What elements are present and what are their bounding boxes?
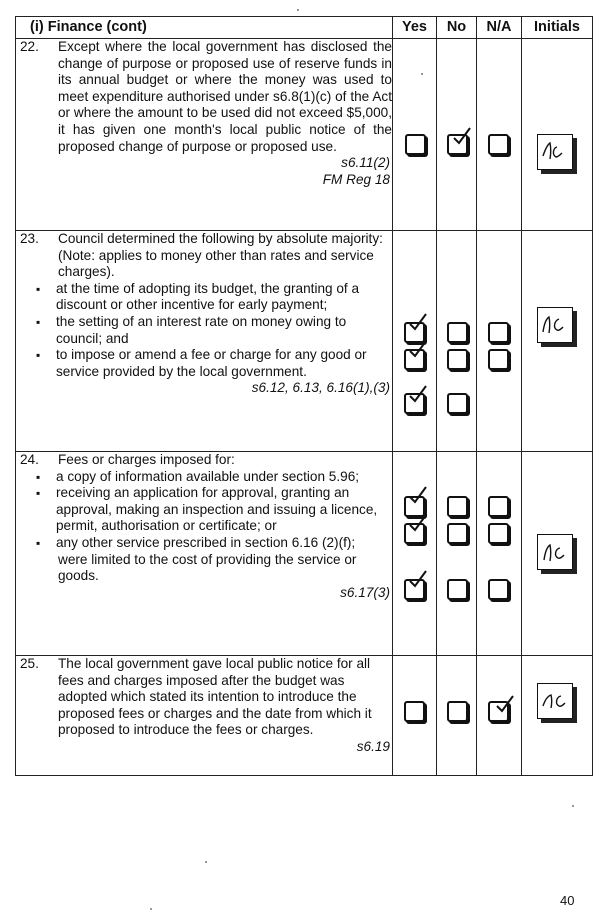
list-item: ▪ to impose or amend a fee or charge for any good or service provided by the local government. [36,347,392,380]
column-header-na: N/A [477,17,522,39]
item-24-no-cell [437,452,477,656]
list-item: ▪ the setting of an interest rate on money owing to council; and [36,314,392,347]
initials-signature [537,683,573,719]
na-checkbox[interactable] [488,523,509,544]
initials-signature-icon [538,535,572,569]
item-number: 22. [20,39,39,54]
legislation-reference: s6.19 [356,738,390,754]
yes-checkbox[interactable] [404,393,425,414]
item-number: 25. [20,656,39,671]
item-24-row [16,452,593,656]
na-checkbox[interactable] [488,134,509,155]
item-outro: were limited to the cost of providing the service or goods. [58,551,357,584]
scan-speck [205,861,207,863]
initials-signature-icon [538,135,572,169]
item-number: 23. [20,231,39,246]
initials-signature [537,534,573,570]
item-24-question [16,452,393,656]
item-23-no-cell [437,231,477,452]
yes-checkbox[interactable] [404,579,425,600]
na-checkbox[interactable] [488,496,509,517]
header-row [16,17,593,39]
item-25-question [16,656,393,776]
item-23-question [16,231,393,452]
item-text: Except where the local government has disclosed the change of purpose or proposed use of reserve funds in its annual budget or where the money was used to meet expenditure authorised under s6.8(1)(c) of the Act or where the amount to be used did not exceed $5,000, it has given one month's local public notice of the proposed change of purpose or proposed use. [58,39,392,154]
item-22-yes-cell [393,39,437,231]
legislation-reference: FM Reg 18 [322,171,390,187]
item-25-na-cell [477,656,522,776]
yes-checkbox[interactable] [404,349,425,370]
no-checkbox[interactable] [447,523,468,544]
item-note: (Note: applies to money other than rates and service charges). [58,247,374,280]
item-24-initials-cell [522,452,593,656]
na-checkbox[interactable] [488,701,509,722]
item-22-row [16,39,593,231]
legislation-reference: s6.17(3) [340,584,390,600]
item-25-yes-cell [393,656,437,776]
column-header-yes: Yes [393,17,437,39]
yes-checkbox[interactable] [405,134,426,155]
item-22-question [16,39,393,231]
yes-checkbox[interactable] [404,496,425,517]
initials-signature-icon [538,308,572,342]
section-title: (i) Finance (cont) [16,17,393,39]
item-23-yes-cell [393,231,437,452]
item-22-no-cell [437,39,477,231]
initials-signature-icon [538,684,572,718]
yes-checkbox[interactable] [404,701,425,722]
legislation-reference: s6.12, 6.13, 6.16(1),(3) [251,380,390,396]
na-checkbox[interactable] [488,349,509,370]
item-intro: Fees or charges imposed for: [58,452,235,467]
item-23-row [16,231,593,452]
item-22-initials-cell [522,39,593,231]
item-text: The local government gave local public notice for all fees and charges imposed after the budget was adopted which stated its intention to introduce the proposed fees or charges and the date from which it proposed to introduce the fees or charges. [58,656,372,738]
column-header-no: No [437,17,477,39]
page-number: 40 [560,893,575,908]
scan-speck [572,805,574,807]
no-checkbox[interactable] [447,134,468,155]
yes-checkbox[interactable] [404,322,425,343]
item-number: 24. [20,452,39,467]
no-checkbox[interactable] [447,322,468,343]
item-bullet-list [16,469,392,552]
finance-checklist-table [15,16,593,776]
item-22-na-cell [477,39,522,231]
scan-speck [150,908,152,910]
item-intro: Council determined the following by absolute majority: [58,231,383,246]
column-header-initials: Initials [522,17,593,39]
no-checkbox[interactable] [447,701,468,722]
yes-checkbox[interactable] [404,523,425,544]
item-25-initials-cell [522,656,593,776]
no-checkbox[interactable] [447,579,468,600]
no-checkbox[interactable] [447,393,468,414]
item-bullet-list [16,281,392,381]
na-checkbox[interactable] [488,579,509,600]
list-item: ▪ any other service prescribed in section 6.16 (2)(f); [36,535,392,552]
item-23-initials-cell [522,231,593,452]
list-item: ▪ at the time of adopting its budget, the granting of a discount or other incentive for early payment; [36,281,392,314]
item-25-no-cell [437,656,477,776]
list-item: ▪ a copy of information available under section 5.96; [36,469,392,486]
no-checkbox[interactable] [447,496,468,517]
item-23-na-cell [477,231,522,452]
initials-signature [537,307,573,343]
no-checkbox[interactable] [447,349,468,370]
scan-speck [421,73,423,75]
na-checkbox[interactable] [488,322,509,343]
item-25-row [16,656,593,776]
item-24-na-cell [477,452,522,656]
legislation-reference: s6.11(2) [341,155,390,171]
initials-signature [537,134,573,170]
item-24-yes-cell [393,452,437,656]
scan-speck [297,9,299,11]
list-item: ▪ receiving an application for approval, granting an approval, making an inspection and issuing a licence, permit, authorisation or certificate; or [36,485,392,535]
